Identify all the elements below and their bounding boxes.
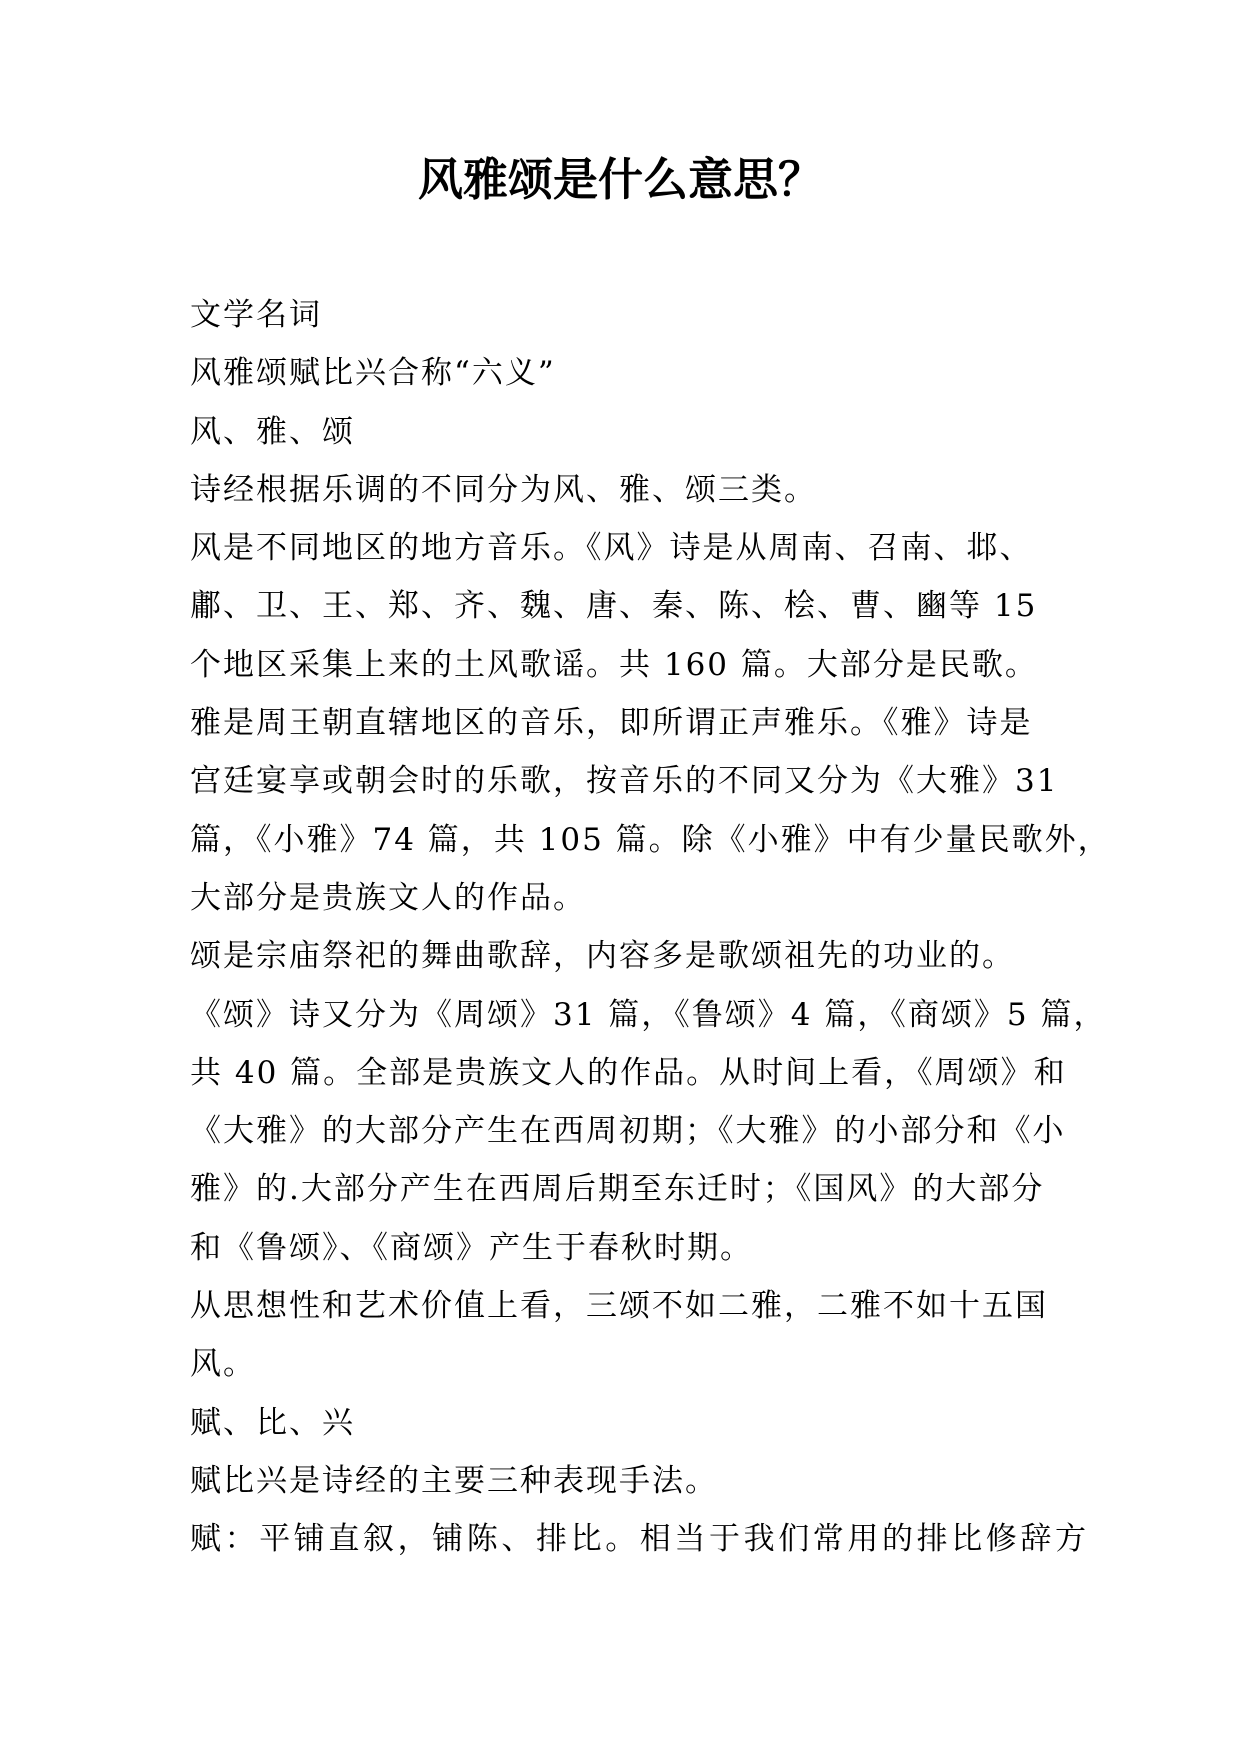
- text-line: 个地区采集上来的土风歌谣。共 160 篇。大部分是民歌。: [190, 646, 1038, 683]
- text-line: 从思想性和艺术价值上看，三颂不如二雅，二雅不如十五国: [190, 1288, 1048, 1325]
- text-line: 宫廷宴享或朝会时的乐歌，按音乐的不同又分为《大雅》31: [190, 763, 1059, 800]
- text-line: 颂是宗庙祭祀的舞曲歌辞，内容多是歌颂祖先的功业的。: [190, 938, 1015, 975]
- text-line: 赋：平铺直叙，铺陈、排比。相当于我们常用的排比修辞方: [190, 1521, 1090, 1558]
- text-line: 鄘、卫、王、郑、齐、魏、唐、秦、陈、桧、曹、豳等 15: [190, 588, 1038, 625]
- text-line: 大部分是贵族文人的作品。: [190, 879, 586, 916]
- text-line: 赋比兴是诗经的主要三种表现手法。: [190, 1462, 718, 1499]
- text-line: 雅》的.大部分产生在西周后期至东迁时；《国风》的大部分: [190, 1171, 1045, 1208]
- document-body: [190, 286, 1111, 1569]
- text-line: 风、雅、颂: [190, 413, 355, 450]
- text-line: 赋、比、兴: [190, 1404, 355, 1441]
- text-line: 篇，《小雅》74 篇，共 105 篇。除《小雅》中有少量民歌外，: [190, 821, 1111, 858]
- text-line: 《大雅》的大部分产生在西周初期；《大雅》的小部分和《小: [190, 1113, 1066, 1150]
- text-line: 文学名词: [190, 297, 322, 333]
- text-line: 风雅颂赋比兴合称“六义”: [190, 355, 556, 392]
- text-line: 风。: [190, 1346, 256, 1383]
- text-line: 和《鲁颂》、《商颂》产生于春秋时期。: [190, 1229, 753, 1266]
- text-line: 《颂》诗又分为《周颂》31 篇，《鲁颂》4 篇，《商颂》5 篇，: [190, 996, 1107, 1033]
- text-line: 共 40 篇。全部是贵族文人的作品。从时间上看，《周颂》和: [190, 1054, 1067, 1091]
- text-line: 诗经根据乐调的不同分为风、雅、颂三类。: [190, 471, 817, 508]
- document-title: 风雅颂是什么意思？: [417, 153, 823, 206]
- text-line: 雅是周王朝直辖地区的音乐，即所谓正声雅乐。《雅》诗是: [190, 705, 1033, 742]
- text-line: 风是不同地区的地方音乐。《风》诗是从周南、召南、邶、: [190, 530, 1033, 567]
